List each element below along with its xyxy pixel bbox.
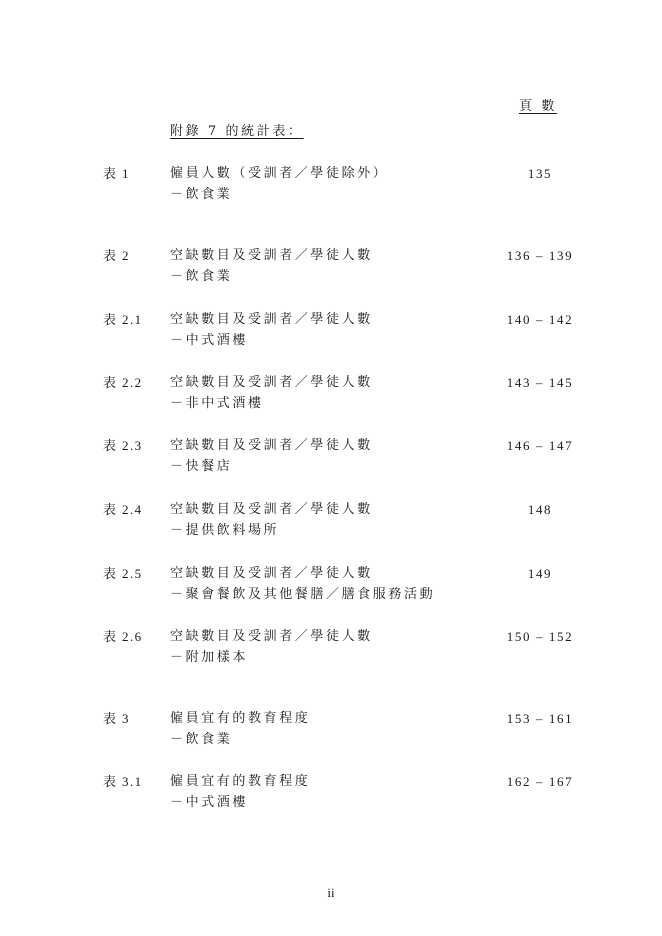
page-range: 140 – 142 xyxy=(506,312,574,327)
table-title: 僱員人數（受訓者／學徒除外） xyxy=(170,166,389,181)
table-label: 表 1 xyxy=(103,166,130,181)
table-title: 空缺數目及受訓者／學徒人數 xyxy=(170,375,373,390)
table-subtitle: －快餐店 xyxy=(170,459,233,474)
page-range: 153 – 161 xyxy=(506,711,574,726)
table-label: 表 2.5 xyxy=(103,566,143,581)
table-label: 表 2.6 xyxy=(103,629,143,644)
table-subtitle: －附加樣本 xyxy=(170,650,249,665)
page-range: 146 – 147 xyxy=(506,438,574,453)
page-range: 162 – 167 xyxy=(506,774,574,789)
table-title: 僱員宜有的教育程度 xyxy=(170,774,311,789)
page-range: 150 – 152 xyxy=(506,629,574,644)
table-label: 表 2 xyxy=(103,248,130,263)
table-title: 空缺數目及受訓者／學徒人數 xyxy=(170,248,373,263)
page-range: 135 xyxy=(527,166,553,181)
table-subtitle: －非中式酒樓 xyxy=(170,396,264,411)
table-title: 空缺數目及受訓者／學徒人數 xyxy=(170,438,373,453)
table-label: 表 3 xyxy=(103,711,130,726)
page-number: ii xyxy=(327,885,335,900)
table-subtitle: －提供飲料場所 xyxy=(170,523,280,538)
table-subtitle: －飲食業 xyxy=(170,269,233,284)
page-range: 143 – 145 xyxy=(506,375,574,390)
table-subtitle: －飲食業 xyxy=(170,187,233,202)
table-subtitle: －聚會餐飲及其他餐膳／膳食服務活動 xyxy=(170,587,436,602)
page-range: 136 – 139 xyxy=(506,248,574,263)
table-title: 空缺數目及受訓者／學徒人數 xyxy=(170,566,373,581)
table-subtitle: －中式酒樓 xyxy=(170,333,249,348)
section-title: 附錄 7 的統計表： xyxy=(170,124,304,139)
table-label: 表 2.1 xyxy=(103,312,143,327)
table-label: 表 2.3 xyxy=(103,438,143,453)
table-title: 空缺數目及受訓者／學徒人數 xyxy=(170,629,373,644)
table-label: 表 2.2 xyxy=(103,375,143,390)
table-label: 表 3.1 xyxy=(103,774,143,789)
page-range: 148 xyxy=(527,502,553,517)
table-subtitle: －飲食業 xyxy=(170,732,233,747)
table-title: 空缺數目及受訓者／學徒人數 xyxy=(170,312,373,327)
table-title: 僱員宜有的教育程度 xyxy=(170,711,311,726)
table-subtitle: －中式酒樓 xyxy=(170,795,249,810)
page-column-header: 頁 數 xyxy=(519,99,557,114)
page-range: 149 xyxy=(527,566,553,581)
table-title: 空缺數目及受訓者／學徒人數 xyxy=(170,502,373,517)
table-label: 表 2.4 xyxy=(103,502,143,517)
